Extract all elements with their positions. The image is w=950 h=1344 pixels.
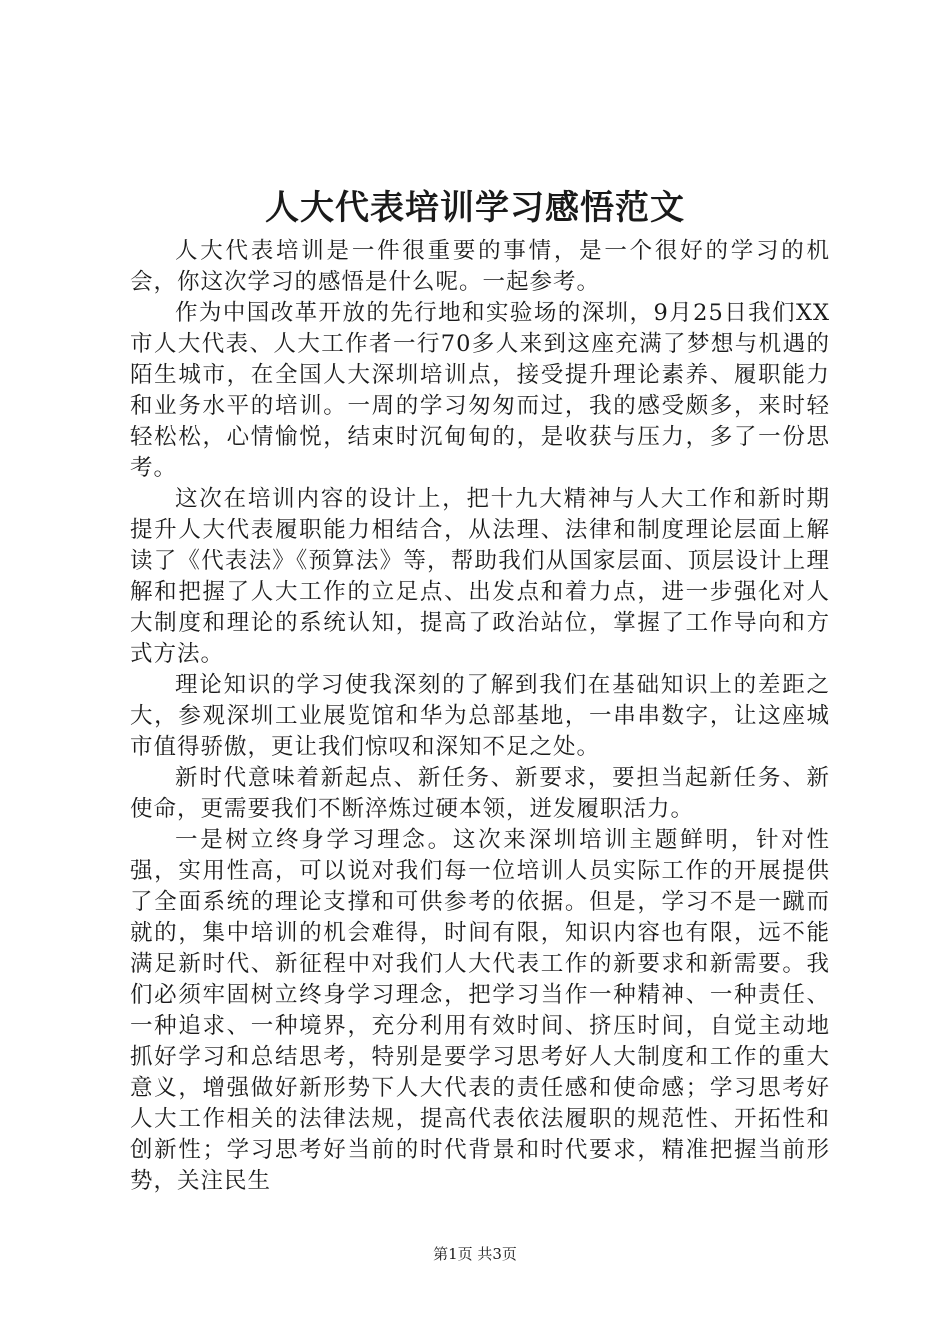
paragraph: 理论知识的学习使我深刻的了解到我们在基础知识上的差距之大，参观深圳工业展览馆和华为总部基地，一串串数字，让这座城市值得骄傲，更让我们惊叹和深知不足之处。 [130, 672, 830, 760]
page-footer: 第1页 共3页 [433, 1245, 517, 1263]
paragraph: 新时代意味着新起点、新任务、新要求，要担当起新任务、新使命，更需要我们不断淬炼过硬本领，迸发履职活力。 [130, 765, 830, 822]
paragraph: 一是树立终身学习理念。这次来深圳培训主题鲜明，针对性强，实用性高，可以说对我们每一位培训人员实际工作的开展提供了全面系统的理论支撑和可供参考的依据。但是，学习不是一蹴而就的，集中培训的机会难得，时间有限，知识内容也有限，远不能满足新时代、新征程中对我们人大代表工作的新要求和新需要。我们必须牢固树立终身学习理念，把学习当作一种精神、一种责任、一种追求、一种境界，充分利用有效时间、挤压时间，自觉主动地抓好学习和总结思考，特别是要学习思考好人大制度和工作的重大意义，增强做好新形势下人大代表的责任感和使命感；学习思考好人大工作相关的法律法规，提高代表依法履职的规范性、开拓性和创新性；学习思考好当前的时代背景和时代要求，精准把握当前形势，关注民生 [130, 827, 830, 1194]
document-body [130, 236, 830, 1197]
document-title: 人大代表培训学习感悟范文 [265, 188, 685, 228]
paragraph: 人大代表培训是一件很重要的事情，是一个很好的学习的机会，你这次学习的感悟是什么呢。一起参考。 [130, 238, 830, 295]
paragraph: 作为中国改革开放的先行地和实验场的深圳，9月25日我们XX市人大代表、人大工作者一行70多人来到这座充满了梦想与机遇的陌生城市，在全国人大深圳培训点，接受提升理论素养、履职能力和业务水平的培训。一周的学习匆匆而过，我的感受颇多，来时轻轻松松，心情愉悦，结束时沉甸甸的，是收获与压力，多了一份思考。 [130, 300, 830, 481]
paragraph: 这次在培训内容的设计上，把十九大精神与人大工作和新时期提升人大代表履职能力相结合，从法理、法律和制度理论层面上解读了《代表法》《预算法》等，帮助我们从国家层面、顶层设计上理解和把握了人大工作的立足点、出发点和着力点，进一步强化对人大制度和理论的系统认知，提高了政治站位，掌握了工作导向和方式方法。 [130, 486, 830, 667]
